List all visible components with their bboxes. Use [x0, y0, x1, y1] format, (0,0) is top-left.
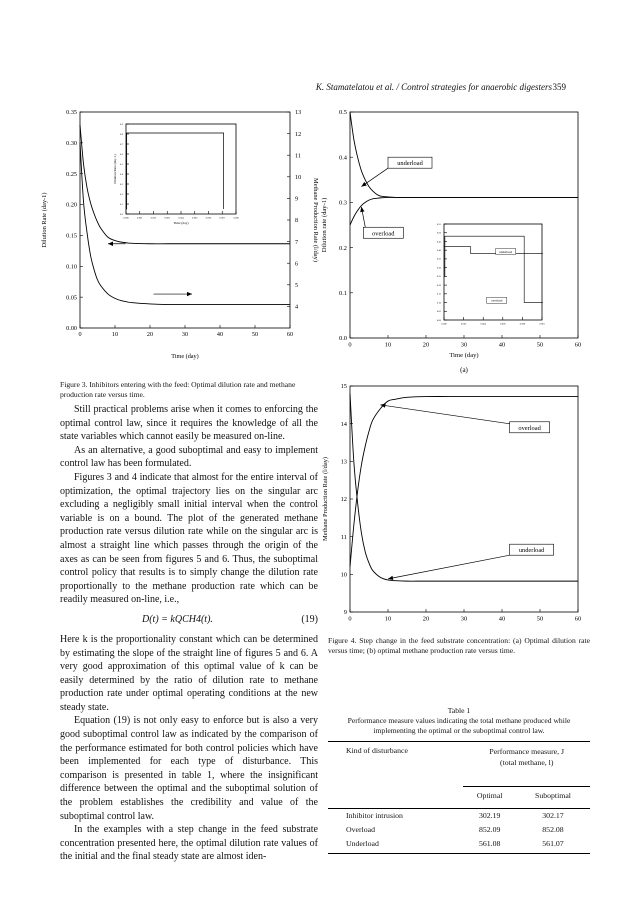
fig4a-inset-y-tick-label: 0.00 — [436, 318, 441, 322]
fig3-inset-y-tick-label: 0.9 — [120, 122, 123, 126]
fig4a-x-tick-label: 30 — [460, 341, 468, 349]
fig3-inset-x-tick-label: 0.001 — [137, 216, 143, 220]
fig4b-y-tick-label: 12 — [340, 496, 347, 504]
fig3-inset-x-label: Time (day) — [173, 221, 189, 225]
fig4a-inset-y-tick-label: 0.35 — [436, 257, 441, 261]
fig4b-underload-label: underload — [518, 547, 545, 555]
fig4a-underload-label: underload — [397, 160, 423, 168]
fig4a-inset-x-tick-label: 0.004 — [480, 322, 486, 326]
figure-4b-frame — [350, 386, 578, 612]
fig4b-x-tick-label: 10 — [384, 615, 392, 623]
table-1-heading — [328, 706, 590, 736]
table-row: Inhibitor intrusion 302.19 302.17 — [346, 811, 564, 820]
fig4a-y-tick-label: 0.4 — [339, 154, 347, 162]
col-perf-header: Performance measure, J (total methane, l) — [489, 747, 565, 767]
fig3-inset-x-tick-label: 0.008 — [233, 216, 239, 220]
fig4a-x-tick-label: 40 — [498, 341, 506, 349]
fig4a-y-tick-label: 0.3 — [339, 199, 347, 207]
fig3-y2-tick-label: 11 — [295, 152, 301, 160]
fig3-y-axis-label: Dilution Rate (day-1) — [41, 192, 48, 248]
fig3-y2-tick-label: 7 — [295, 238, 299, 246]
fig4b-y-tick-label: 14 — [340, 420, 347, 428]
fig3-y2-tick-label: 13 — [295, 109, 302, 117]
fig4a-inset-underload-label: underload — [499, 249, 513, 254]
table-1-label: Table 1 — [447, 706, 471, 715]
fig4a-y-axis-label: Dilution rate (day-1) — [321, 197, 328, 253]
fig3-y-tick-label: 0.35 — [66, 109, 77, 117]
fig4b-underload-arrow-head — [388, 576, 393, 580]
fig3-inset-x-tick-label: 0.003 — [164, 216, 170, 220]
fig4b-overload-arrow — [380, 405, 509, 424]
equation-number: (19) — [301, 613, 318, 625]
fig4b-y-tick-label: 11 — [340, 533, 347, 541]
fig4b-overload-label: overload — [518, 424, 541, 432]
col-suboptimal-header: Suboptimal — [535, 790, 571, 800]
equation-19 — [60, 607, 318, 633]
fig3-inset-y-tick-label: 0.5 — [120, 162, 123, 166]
fig4a-x-tick-label: 10 — [384, 341, 392, 349]
fig4a-inset-y-tick-label: 0.20 — [436, 283, 441, 287]
fig4a-inset-y-tick-label: 0.15 — [436, 292, 441, 296]
fig3-y-tick-label: 0.30 — [66, 140, 77, 148]
fig3-inset-x-tick-label: 0.000 — [123, 216, 129, 220]
fig4a-inset-x-tick-label: 0.002 — [460, 322, 467, 326]
fig4b-underload-arrow — [388, 555, 510, 579]
fig3-y-tick-label: 0.10 — [66, 263, 77, 271]
fig3-y-tick-label: 0.25 — [66, 170, 77, 178]
fig3-x-tick-label: 60 — [286, 331, 294, 339]
fig3-y2-tick-label: 9 — [295, 195, 299, 203]
fig3-arrow-to-right-axis-head — [187, 292, 192, 296]
fig4a-inset-y-tick-label: 0.30 — [436, 266, 441, 270]
figure-4a-chart — [318, 100, 588, 380]
col-optimal-header: Optimal — [476, 790, 503, 800]
fig4a-y-tick-label: 0.0 — [339, 335, 347, 343]
fig3-x-tick-label: 50 — [251, 331, 259, 339]
paragraph-4: Here k is the proportionality constant which can be determined by estimating the slope of the straight line of figures 5 and 6. A very good approximation of this optimal value of k can be easily determined by the ratio of dilution rate to methane production rate under optimal operating conditions at the new steady state. — [60, 633, 318, 713]
figure-3-caption: Figure 3. Inhibitors entering with the feed: Optimal dilution rate and methane production rate versus time. — [60, 380, 296, 399]
fig4a-inset-x-tick-label: 0.008 — [519, 322, 526, 326]
fig4a-x-tick-label: 20 — [422, 341, 430, 349]
fig4b-x-tick-label: 40 — [498, 615, 506, 623]
fig3-x-tick-label: 30 — [181, 331, 189, 339]
fig3-inset-y-tick-label: 0.2 — [120, 192, 123, 196]
fig3-y2-tick-label: 5 — [295, 282, 299, 289]
figure-3-plot — [41, 109, 319, 360]
fig3-y2-tick-label: 8 — [295, 217, 299, 225]
fig4a-x-axis-label: Time (day) — [449, 352, 479, 359]
fig4a-y-tick-label: 0.5 — [339, 109, 347, 117]
fig3-inset-x-tick-label: 0.004 — [178, 216, 184, 220]
paragraph-1: Still practical problems arise when it comes to enforcing the optimal control law, since it requires the knowledge of all the state variables which cannot easily be measured on-line. — [60, 404, 318, 443]
fig4b-x-tick-label: 60 — [574, 615, 582, 623]
fig4a-panel-label: (a) — [460, 366, 468, 374]
table-1-grid — [328, 742, 590, 851]
fig4b-x-tick-label: 0 — [348, 615, 352, 623]
fig4a-inset-y-tick-label: 0.10 — [436, 301, 441, 305]
fig3-inset-y-tick-label: 0.6 — [120, 152, 123, 156]
figure-4-caption: Figure 4. Step change in the feed substrate concentration: (a) Optimal dilution rate versus time; (b) optimal methane production rate versus time. — [328, 636, 590, 655]
fig4b-y-tick-label: 13 — [340, 458, 347, 466]
fig3-inset-x-tick-label: 0.005 — [192, 216, 198, 220]
equation-text: D(t) = kQCH4(t). — [142, 613, 213, 625]
fig4a-inset-x-tick-label: 0.000 — [441, 322, 447, 326]
paragraph-2: As an alternative, a good suboptimal and easy to implement control law has been formulated. — [60, 444, 318, 470]
fig3-inset-y-tick-label: 0.3 — [120, 182, 123, 186]
table-1-title: Performance measure values indicating the total methane produced while implementing the optimal or the suboptimal control law. — [347, 716, 571, 735]
fig4a-overload-arrow-head — [360, 207, 364, 212]
fig3-inset-x-tick-label: 0.007 — [219, 216, 225, 220]
fig4a-inset-x-tick-label: 0.006 — [500, 322, 506, 326]
fig4a-underload-arrow-head — [361, 182, 366, 187]
running-header — [0, 82, 638, 98]
fig4b-y-axis-label: Methane Production Rate (l/day) — [322, 457, 329, 541]
fig4a-inset-x-tick-label: 0.010 — [539, 322, 545, 326]
fig4a-inset-overload-label: overload — [491, 298, 503, 303]
figure-4a-plot — [321, 109, 581, 374]
figure-3-chart — [38, 100, 334, 368]
paragraph-3: Figures 3 and 4 indicate that almost for the entire interval of optimization, the optimal trajectory lies on the singular arc excluding a negligibly small initial interval when the control variable is on a bound. The plot of the generated methane production rate versus dilution rate while on the singular arc is almost a straight line which passes through the origin of the axes as can be seen from figures 5 and 6. Thus, the suboptimal control policy that results is to simply change the dilution rate proportionally to the methane production rate which can be readily measured on-line, i.e., — [60, 471, 318, 606]
figure-4b-plot — [322, 383, 581, 625]
paragraph-6: In the examples with a step change in the feed substrate concentration presented here, the optimal dilution rate values of the initial and the final steady state are almost iden- — [60, 824, 318, 863]
fig3-inset-x-tick-label: 0.002 — [150, 216, 157, 220]
table-row: Overload 852.09 852.08 — [346, 825, 564, 834]
fig3-inset-x-tick-label: 0.006 — [205, 216, 212, 220]
fig4b-y-tick-label: 9 — [343, 609, 347, 617]
body-text-column — [60, 403, 318, 864]
fig3-y2-tick-label: 12 — [295, 130, 302, 138]
fig4a-inset-y-tick-label: 0.40 — [436, 249, 441, 253]
paragraph-5: Equation (19) is not only easy to enforce but is also a very good suboptimal control law as indicated by the comparison of the performance estimated for both control policies which have been implemented for each type of disturbance. This comparison is presented in table 1, where the insignificant difference between the optimal and the suboptimal solution of the problem establishes the credibility and value of the suboptimal control law. — [60, 715, 318, 822]
fig4b-y-tick-label: 15 — [340, 383, 347, 391]
fig3-inset-y-tick-label: 0.7 — [120, 142, 123, 146]
fig4a-inset-y-tick-label: 0.50 — [436, 231, 441, 235]
page-number: 359 — [552, 82, 566, 92]
fig3-inset-y-tick-label: 0.8 — [120, 132, 123, 136]
fig3-y-tick-label: 0.05 — [66, 294, 77, 302]
fig4a-series-line-1 — [350, 112, 578, 197]
fig4b-x-tick-label: 50 — [536, 615, 544, 623]
table-row: Underload 561.08 561.07 — [346, 839, 564, 848]
fig4a-y-tick-label: 0.1 — [339, 290, 347, 298]
fig3-y2-tick-label: 4 — [295, 303, 299, 311]
fig3-inset-y-tick-label: 0.4 — [120, 172, 123, 176]
fig4a-x-tick-label: 0 — [348, 341, 352, 349]
table-1 — [328, 741, 590, 854]
fig3-y-tick-label: 0.15 — [66, 232, 77, 240]
fig4a-inset-y-tick-label: 0.05 — [436, 310, 441, 314]
fig4b-x-tick-label: 30 — [460, 615, 468, 623]
fig3-y2-tick-label: 6 — [295, 260, 299, 268]
fig4a-inset-y-tick-label: 0.55 — [436, 222, 441, 226]
figure-4b-chart — [318, 380, 588, 625]
fig3-inset-y-tick-label: 0.0 — [120, 212, 123, 216]
fig3-x-tick-label: 20 — [146, 331, 154, 339]
fig3-x-tick-label: 0 — [78, 331, 82, 339]
fig3-arrow-to-left-axis-head — [108, 242, 113, 246]
fig3-x-axis-label: Time (day) — [171, 353, 199, 360]
fig4a-inset-y-tick-label: 0.45 — [436, 240, 441, 244]
fig3-y2-tick-label: 10 — [295, 174, 302, 181]
fig3-y-tick-label: 0.00 — [66, 325, 77, 333]
running-title: K. Stamatelatou et al. / Control strategies for anaerobic digesters — [315, 82, 552, 92]
fig3-y-tick-label: 0.20 — [66, 201, 77, 209]
fig4a-y-tick-label: 0.2 — [339, 244, 347, 252]
fig3-x-tick-label: 40 — [216, 331, 224, 339]
fig4a-x-tick-label: 60 — [574, 341, 582, 349]
fig3-inset-y-tick-label: 0.1 — [120, 202, 123, 206]
fig3-x-tick-label: 10 — [111, 331, 119, 339]
fig3-y2-axis-label: Methane Production Rate (l/day) — [312, 178, 319, 262]
fig4b-y-tick-label: 10 — [340, 571, 347, 579]
fig4a-inset-y-tick-label: 0.25 — [436, 275, 441, 279]
fig4a-overload-label: overload — [372, 230, 395, 238]
col-kind-header: Kind of disturbance — [346, 746, 408, 755]
fig4b-x-tick-label: 20 — [422, 615, 430, 623]
fig4a-x-tick-label: 50 — [536, 341, 544, 349]
fig3-inset-y-label: Dilution Rate (day-1) — [113, 154, 117, 184]
